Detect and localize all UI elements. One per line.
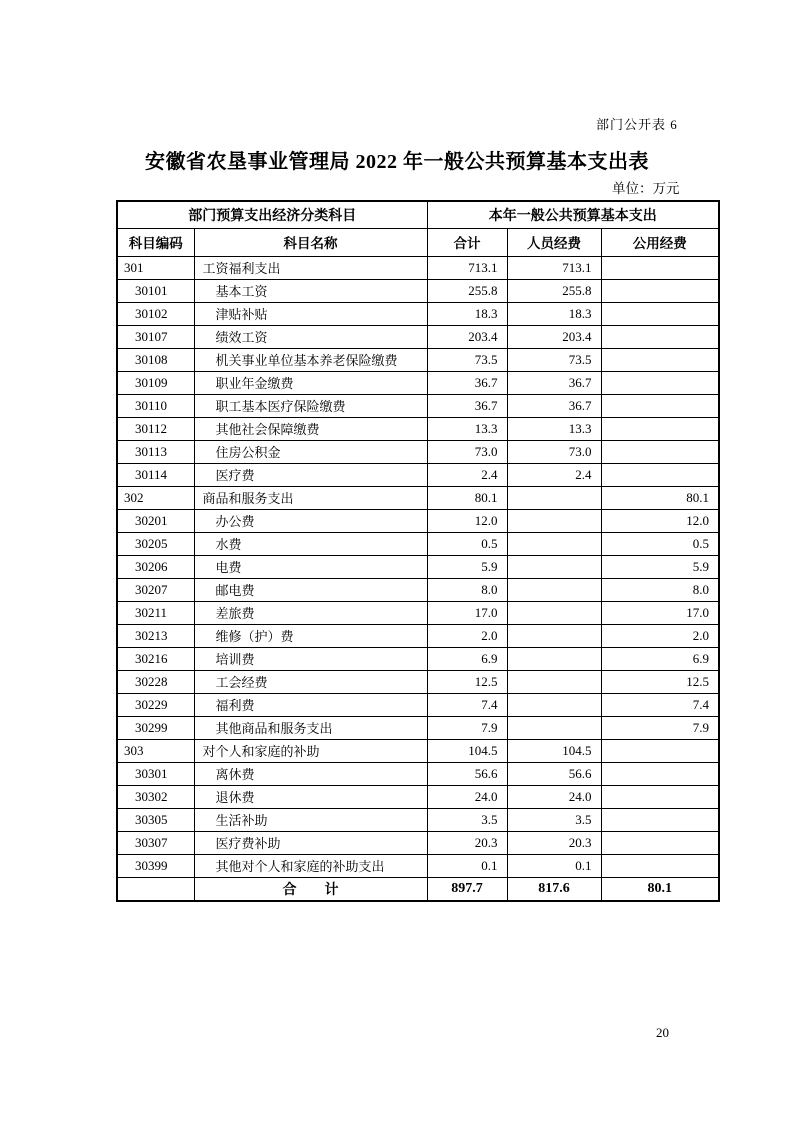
table-row	[117, 532, 719, 555]
budget-table	[116, 200, 720, 902]
cell-public	[601, 417, 719, 440]
table-row	[117, 854, 719, 877]
cell-public: 2.0	[601, 624, 719, 647]
cell-name: 维修（护）费	[194, 624, 427, 647]
cell-public: 12.5	[601, 670, 719, 693]
column-header-public: 公用经费	[601, 228, 719, 256]
total-row-personnel: 817.6	[507, 877, 601, 901]
total-row-total: 897.7	[427, 877, 507, 901]
cell-personnel: 18.3	[507, 302, 601, 325]
table-row	[117, 302, 719, 325]
cell-total: 17.0	[427, 601, 507, 624]
cell-code: 30228	[117, 670, 194, 693]
cell-name: 医疗费	[194, 463, 427, 486]
cell-personnel	[507, 716, 601, 739]
cell-personnel: 0.1	[507, 854, 601, 877]
cell-public: 6.9	[601, 647, 719, 670]
cell-personnel: 56.6	[507, 762, 601, 785]
cell-public: 5.9	[601, 555, 719, 578]
column-header-row	[117, 228, 719, 256]
table-row	[117, 785, 719, 808]
cell-total: 0.1	[427, 854, 507, 877]
cell-total: 73.5	[427, 348, 507, 371]
cell-public	[601, 831, 719, 854]
cell-total: 36.7	[427, 394, 507, 417]
cell-total: 255.8	[427, 279, 507, 302]
table-row	[117, 463, 719, 486]
cell-personnel	[507, 601, 601, 624]
total-row	[117, 877, 719, 901]
cell-personnel	[507, 670, 601, 693]
cell-total: 8.0	[427, 578, 507, 601]
table-row	[117, 348, 719, 371]
column-header-total: 合计	[427, 228, 507, 256]
cell-code: 30229	[117, 693, 194, 716]
header-group-row	[117, 201, 719, 228]
cell-total: 24.0	[427, 785, 507, 808]
cell-public	[601, 348, 719, 371]
cell-code: 30108	[117, 348, 194, 371]
cell-name: 差旅费	[194, 601, 427, 624]
cell-total: 73.0	[427, 440, 507, 463]
table-row	[117, 256, 719, 279]
header-group-expenditure: 本年一般公共预算基本支出	[427, 201, 719, 228]
cell-code: 30101	[117, 279, 194, 302]
table-header	[117, 201, 719, 256]
cell-name: 办公费	[194, 509, 427, 532]
cell-total: 0.5	[427, 532, 507, 555]
cell-personnel	[507, 555, 601, 578]
cell-personnel: 73.5	[507, 348, 601, 371]
cell-code: 30216	[117, 647, 194, 670]
cell-code: 30113	[117, 440, 194, 463]
cell-personnel	[507, 693, 601, 716]
cell-code: 303	[117, 739, 194, 762]
cell-personnel	[507, 509, 601, 532]
cell-name: 其他商品和服务支出	[194, 716, 427, 739]
cell-public: 7.9	[601, 716, 719, 739]
table-row	[117, 279, 719, 302]
cell-public	[601, 854, 719, 877]
cell-code: 30399	[117, 854, 194, 877]
unit-label: 单位：万元	[612, 181, 680, 196]
cell-code: 30110	[117, 394, 194, 417]
cell-personnel: 36.7	[507, 394, 601, 417]
cell-code: 30102	[117, 302, 194, 325]
cell-personnel	[507, 532, 601, 555]
cell-code: 30114	[117, 463, 194, 486]
header-group-subject: 部门预算支出经济分类科目	[117, 201, 427, 228]
cell-total: 13.3	[427, 417, 507, 440]
cell-code: 30211	[117, 601, 194, 624]
table-row	[117, 394, 719, 417]
cell-personnel: 36.7	[507, 371, 601, 394]
table-row	[117, 371, 719, 394]
table-row	[117, 716, 719, 739]
cell-name: 医疗费补助	[194, 831, 427, 854]
corner-label: 部门公开表 6	[596, 117, 678, 132]
cell-code: 30301	[117, 762, 194, 785]
cell-public	[601, 808, 719, 831]
table-row	[117, 808, 719, 831]
cell-public	[601, 739, 719, 762]
cell-total: 2.0	[427, 624, 507, 647]
cell-personnel	[507, 486, 601, 509]
column-header-code: 科目编码	[117, 228, 194, 256]
cell-total: 7.9	[427, 716, 507, 739]
cell-public	[601, 371, 719, 394]
table-row	[117, 440, 719, 463]
table-row	[117, 509, 719, 532]
cell-personnel: 203.4	[507, 325, 601, 348]
cell-total: 104.5	[427, 739, 507, 762]
page-title: 安徽省农垦事业管理局 2022 年一般公共预算基本支出表	[145, 151, 649, 173]
cell-name: 职业年金缴费	[194, 371, 427, 394]
total-row-empty-code	[117, 877, 194, 901]
cell-name: 住房公积金	[194, 440, 427, 463]
cell-total: 80.1	[427, 486, 507, 509]
cell-public: 8.0	[601, 578, 719, 601]
cell-name: 职工基本医疗保险缴费	[194, 394, 427, 417]
cell-public	[601, 394, 719, 417]
cell-public: 7.4	[601, 693, 719, 716]
cell-name: 绩效工资	[194, 325, 427, 348]
cell-name: 福利费	[194, 693, 427, 716]
cell-name: 津贴补贴	[194, 302, 427, 325]
cell-code: 30302	[117, 785, 194, 808]
column-header-name: 科目名称	[194, 228, 427, 256]
cell-personnel: 13.3	[507, 417, 601, 440]
cell-personnel: 713.1	[507, 256, 601, 279]
cell-total: 2.4	[427, 463, 507, 486]
cell-code: 30299	[117, 716, 194, 739]
table-row	[117, 670, 719, 693]
table-footer	[117, 877, 719, 901]
cell-personnel: 73.0	[507, 440, 601, 463]
cell-code: 302	[117, 486, 194, 509]
cell-personnel: 24.0	[507, 785, 601, 808]
cell-code: 30107	[117, 325, 194, 348]
page-number: 20	[656, 1025, 669, 1040]
total-row-public: 80.1	[601, 877, 719, 901]
cell-code: 30201	[117, 509, 194, 532]
cell-public	[601, 325, 719, 348]
cell-code: 30112	[117, 417, 194, 440]
cell-name: 其他社会保障缴费	[194, 417, 427, 440]
cell-personnel	[507, 647, 601, 670]
table-row	[117, 624, 719, 647]
table-row	[117, 325, 719, 348]
cell-personnel: 255.8	[507, 279, 601, 302]
table-row	[117, 601, 719, 624]
cell-public: 80.1	[601, 486, 719, 509]
cell-public	[601, 785, 719, 808]
cell-name: 水费	[194, 532, 427, 555]
cell-public	[601, 279, 719, 302]
cell-public	[601, 762, 719, 785]
cell-personnel: 104.5	[507, 739, 601, 762]
cell-public: 17.0	[601, 601, 719, 624]
cell-total: 56.6	[427, 762, 507, 785]
cell-code: 301	[117, 256, 194, 279]
cell-name: 电费	[194, 555, 427, 578]
table-row	[117, 486, 719, 509]
table-row	[117, 762, 719, 785]
cell-public: 12.0	[601, 509, 719, 532]
cell-total: 36.7	[427, 371, 507, 394]
table-row	[117, 739, 719, 762]
cell-code: 30206	[117, 555, 194, 578]
cell-personnel: 2.4	[507, 463, 601, 486]
cell-public: 0.5	[601, 532, 719, 555]
cell-total: 203.4	[427, 325, 507, 348]
cell-code: 30305	[117, 808, 194, 831]
cell-name: 邮电费	[194, 578, 427, 601]
cell-name: 培训费	[194, 647, 427, 670]
cell-public	[601, 302, 719, 325]
table-row	[117, 578, 719, 601]
cell-personnel	[507, 624, 601, 647]
cell-name: 基本工资	[194, 279, 427, 302]
cell-total: 18.3	[427, 302, 507, 325]
cell-total: 12.5	[427, 670, 507, 693]
cell-personnel: 20.3	[507, 831, 601, 854]
cell-total: 7.4	[427, 693, 507, 716]
table-row	[117, 555, 719, 578]
cell-code: 30109	[117, 371, 194, 394]
cell-code: 30213	[117, 624, 194, 647]
cell-total: 3.5	[427, 808, 507, 831]
cell-total: 713.1	[427, 256, 507, 279]
cell-name: 工会经费	[194, 670, 427, 693]
table-row	[117, 647, 719, 670]
cell-personnel: 3.5	[507, 808, 601, 831]
cell-name: 其他对个人和家庭的补助支出	[194, 854, 427, 877]
cell-name: 商品和服务支出	[194, 486, 427, 509]
cell-name: 离休费	[194, 762, 427, 785]
cell-name: 机关事业单位基本养老保险缴费	[194, 348, 427, 371]
cell-name: 对个人和家庭的补助	[194, 739, 427, 762]
table-body	[117, 256, 719, 877]
cell-name: 退休费	[194, 785, 427, 808]
cell-total: 5.9	[427, 555, 507, 578]
cell-total: 20.3	[427, 831, 507, 854]
column-header-personnel: 人员经费	[507, 228, 601, 256]
cell-public	[601, 463, 719, 486]
cell-code: 30205	[117, 532, 194, 555]
table-row	[117, 417, 719, 440]
cell-code: 30207	[117, 578, 194, 601]
cell-name: 工资福利支出	[194, 256, 427, 279]
cell-total: 6.9	[427, 647, 507, 670]
table-row	[117, 831, 719, 854]
cell-public	[601, 440, 719, 463]
cell-personnel	[507, 578, 601, 601]
cell-total: 12.0	[427, 509, 507, 532]
total-row-label: 合 计	[194, 877, 427, 901]
budget-table-container	[116, 200, 718, 902]
table-row	[117, 693, 719, 716]
cell-code: 30307	[117, 831, 194, 854]
cell-public	[601, 256, 719, 279]
cell-name: 生活补助	[194, 808, 427, 831]
